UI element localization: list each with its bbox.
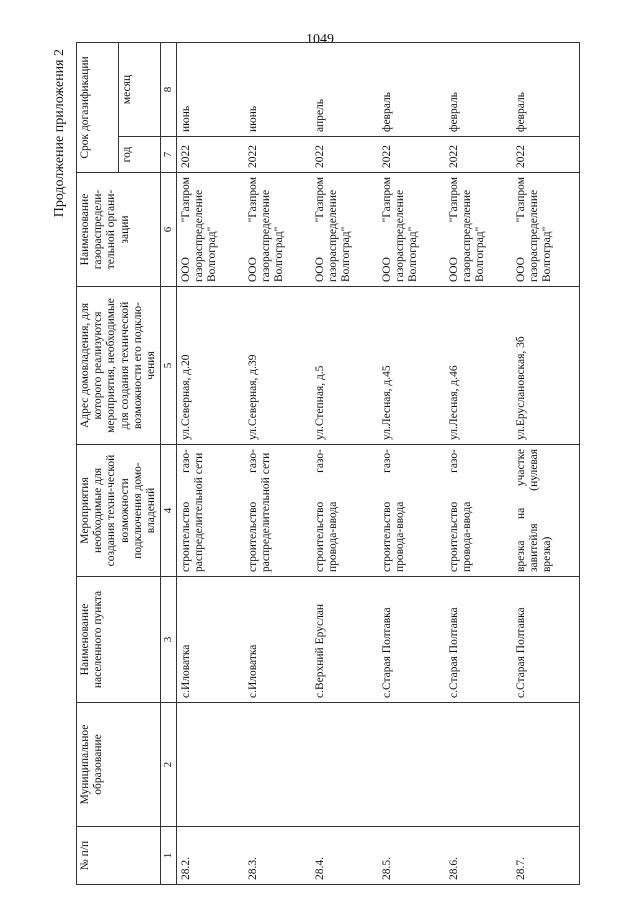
column-number: 8 [161,43,177,137]
row-year: 2022 [378,137,445,173]
row-municipality [378,703,445,827]
row-month: февраль [378,43,445,137]
header-term: Срок догазификации [77,43,119,173]
row-num: 28.6. [445,827,512,885]
row-year: 2022 [176,137,244,173]
row-month: июнь [176,43,244,137]
table-row [445,43,512,885]
table-row [311,43,378,885]
row-address: ул.Лесная, д.45 [378,287,445,445]
row-year: 2022 [244,137,311,173]
header-measures: Мероприятия необходимые для создания техни-ческой возможности подключения домо-владений [77,445,161,577]
table-header [77,43,177,885]
row-num: 28.7. [512,827,580,885]
row-measures: строительство газо-распределительной сети [244,445,311,577]
row-gas-org: ООО "Газпром газораспределение Волгоград" [512,173,580,287]
header-settlement: Наименование населенного пункта [77,577,161,703]
row-address: ул.Еруслановская, 3б [512,287,580,445]
row-measures: врезка на участке завитейля (нулевая врезка) [512,445,580,577]
row-gas-org: ООО "Газпром газораспределение Волгоград" [176,173,244,287]
row-month: февраль [512,43,580,137]
row-settlement: с.Старая Полтавка [445,577,512,703]
row-municipality [176,703,244,827]
row-measures: строительство газо-провода-ввода [311,445,378,577]
row-municipality [244,703,311,827]
row-num: 28.4. [311,827,378,885]
row-num: 28.2. [176,827,244,885]
header-address: Адрес домовладения, для которого реализуются мероприятия, необходимые для создания технической возможности его подклю-чения [77,287,161,445]
row-gas-org: ООО "Газпром газораспределение Волгоград" [244,173,311,287]
row-address: ул.Лесная, д.46 [445,287,512,445]
row-gas-org: ООО "Газпром газораспределение Волгоград" [445,173,512,287]
appendix-continuation-note: Продолжение приложения 2 [52,49,67,218]
row-measures: строительство газо-распределительной сети [176,445,244,577]
row-year: 2022 [512,137,580,173]
column-number: 3 [161,577,177,703]
header-month: месяц [119,43,161,137]
column-number: 5 [161,287,177,445]
row-settlement: с.Старая Полтавка [512,577,580,703]
column-number: 2 [161,703,177,827]
header-year: год [119,137,161,173]
row-settlement: с.Старая Полтавка [378,577,445,703]
row-municipality [445,703,512,827]
header-municipality: Муниципальное образование [77,703,161,827]
row-year: 2022 [445,137,512,173]
row-gas-org: ООО "Газпром газораспределение Волгоград" [311,173,378,287]
column-number: 6 [161,173,177,287]
row-settlement: с.Иловатка [244,577,311,703]
table-row [244,43,311,885]
row-month: февраль [445,43,512,137]
row-address: ул.Северная, д.20 [176,287,244,445]
table-row [378,43,445,885]
row-municipality [311,703,378,827]
row-year: 2022 [311,137,378,173]
column-number: 1 [161,827,177,885]
row-measures: строительство газо-провода-ввода [445,445,512,577]
row-settlement: с.Верхний Еруслан [311,577,378,703]
column-number: 4 [161,445,177,577]
row-month: апрель [311,43,378,137]
column-number-row [161,43,177,885]
row-num: 28.3. [244,827,311,885]
row-address: ул.Северная, д.39 [244,287,311,445]
column-number: 7 [161,137,177,173]
table-row [512,43,580,885]
row-month: июнь [244,43,311,137]
row-num: 28.5. [378,827,445,885]
header-gas-org: Наименование газораспредели-тельной органи-зации [77,173,161,287]
row-gas-org: ООО "Газпром газораспределение Волгоград" [378,173,445,287]
table-row [176,43,244,885]
gasification-table [76,42,580,885]
row-measures: строительство газо-провода-ввода [378,445,445,577]
header-num: № п/п [77,827,161,885]
row-address: ул.Степная, д.5 [311,287,378,445]
page-number: 1049 [306,32,334,47]
row-municipality [512,703,580,827]
row-settlement: с.Иловатка [176,577,244,703]
rotated-page-content [40,43,600,885]
